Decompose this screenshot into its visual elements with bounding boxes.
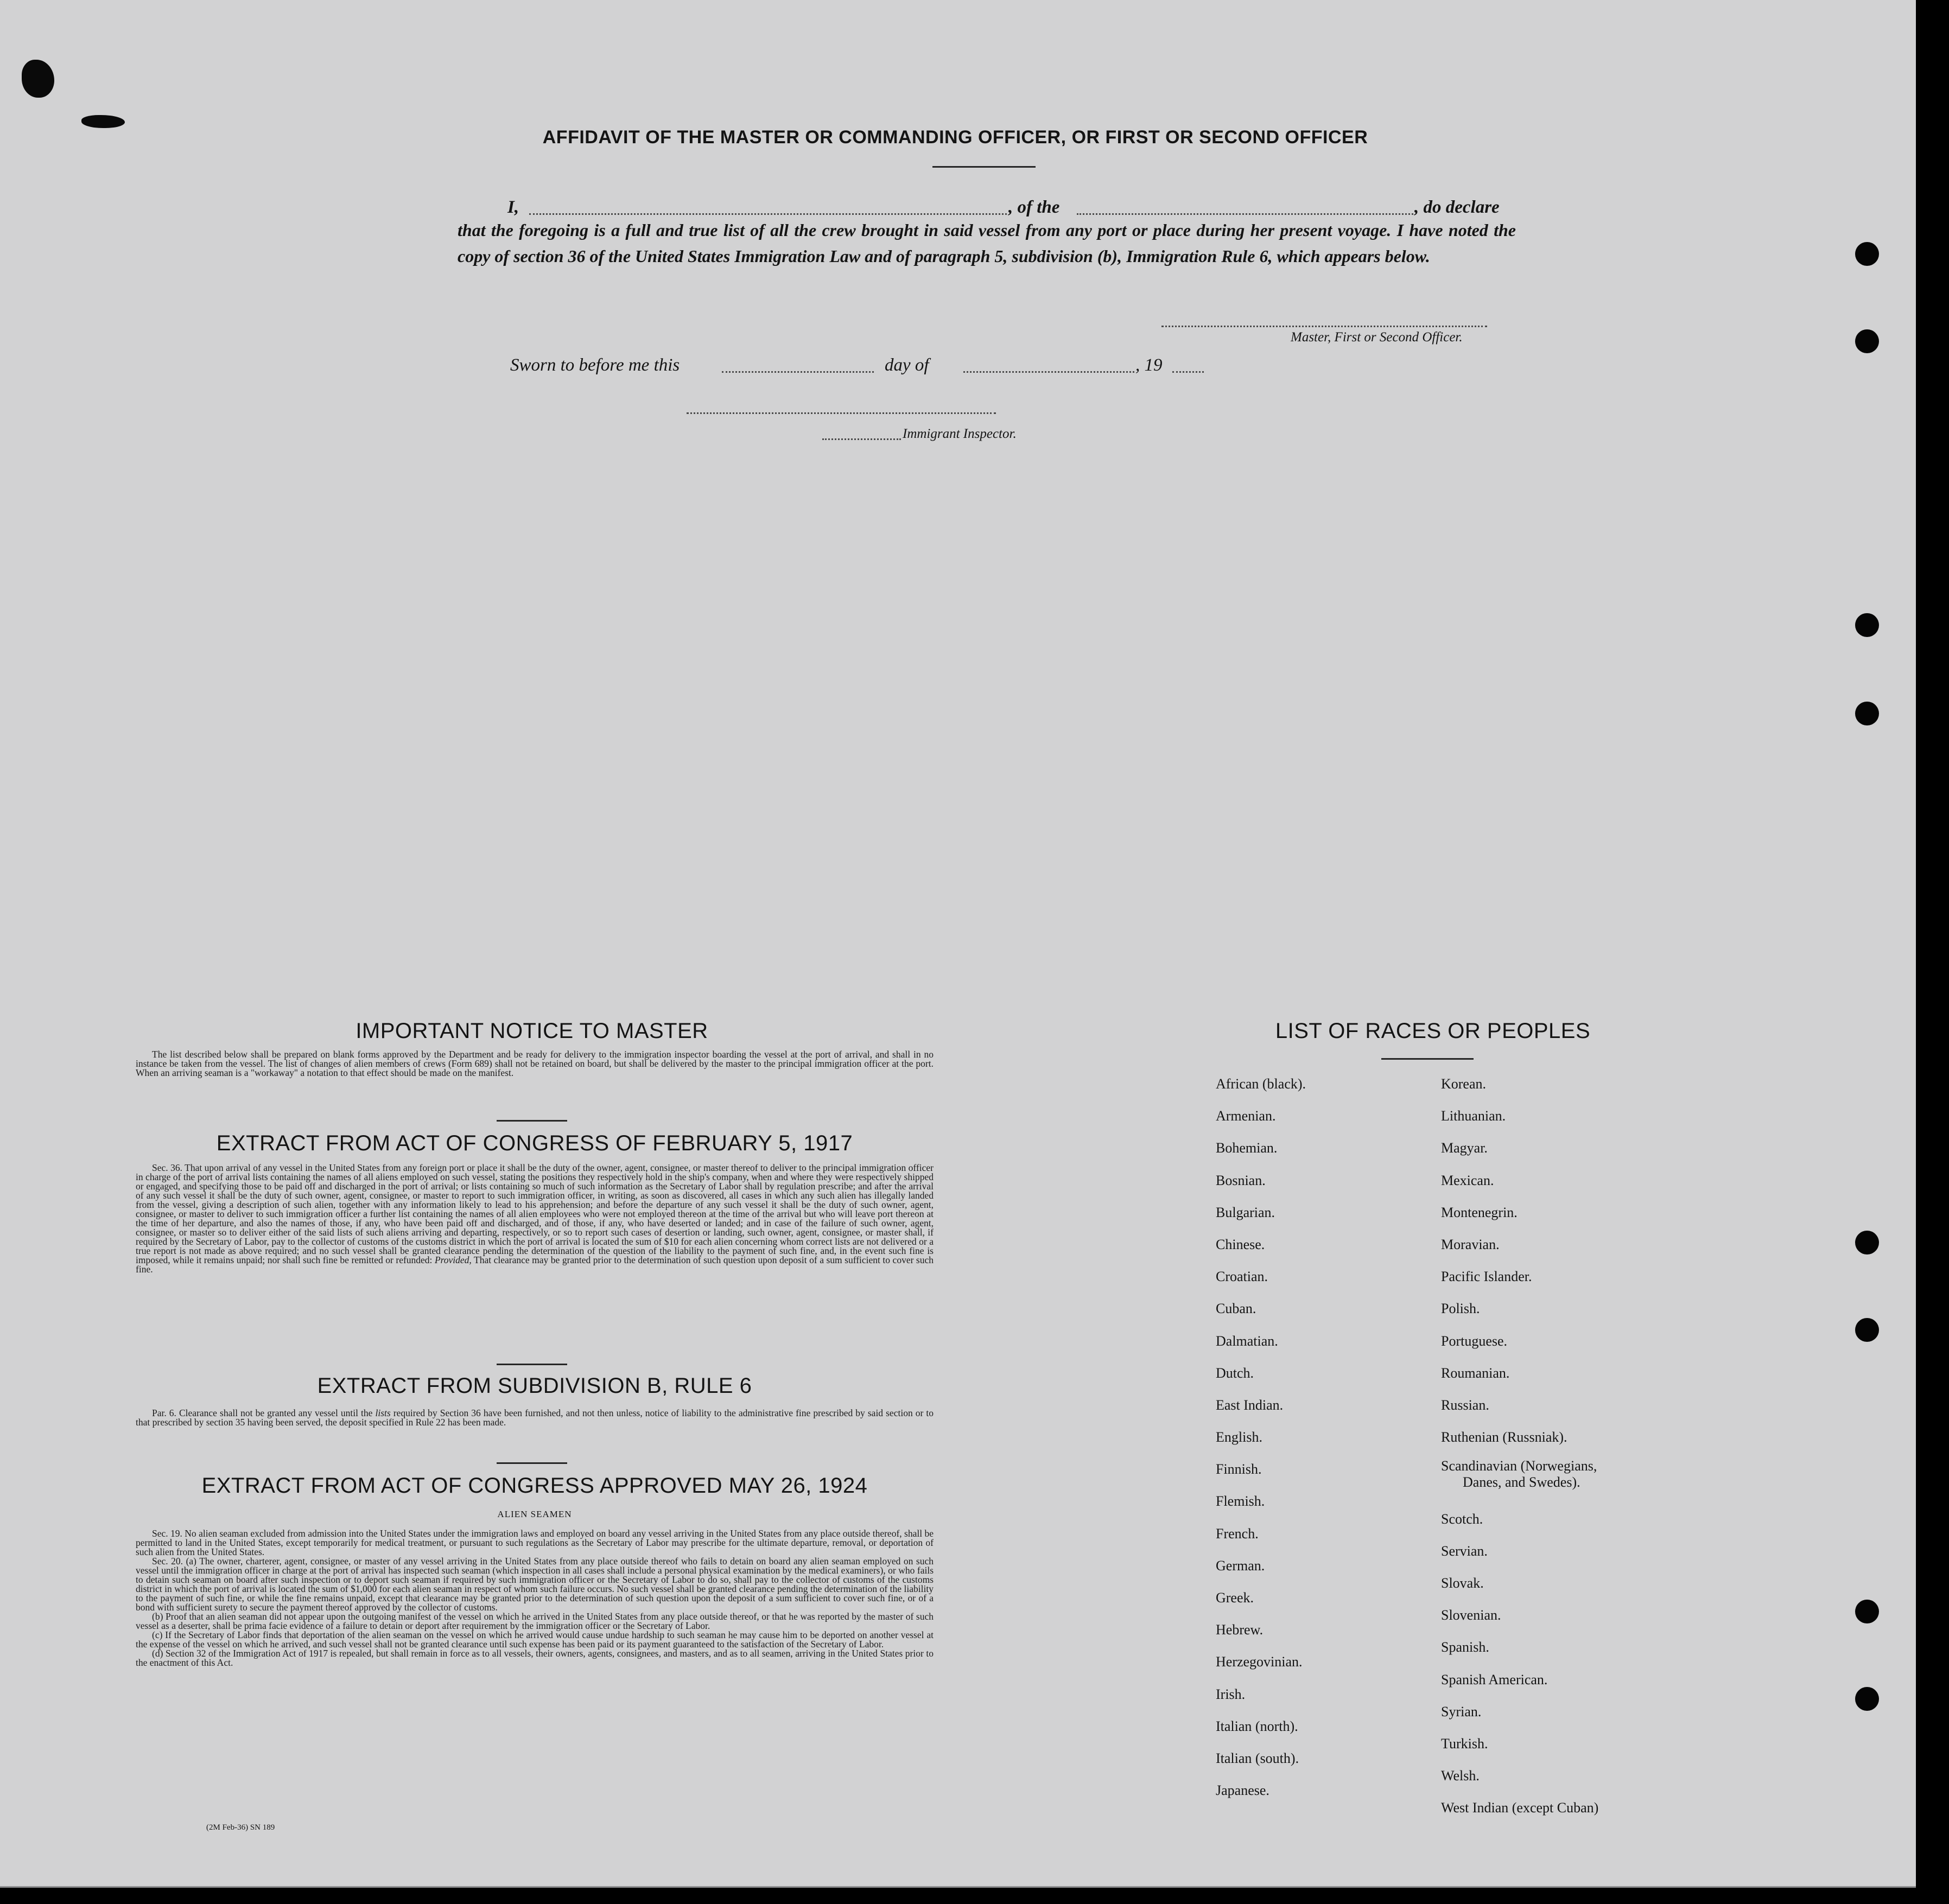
punch-hole (1855, 613, 1879, 637)
races-heading: LIST OF RACES OR PEOPLES (1275, 1019, 1591, 1043)
divider (497, 1462, 567, 1464)
sworn-day-of-label: day of (885, 355, 929, 375)
notice-body (136, 1050, 934, 1078)
race-item: Finnish. (1216, 1461, 1262, 1478)
race-item: Italian (north). (1216, 1718, 1298, 1734)
affidavit-body: that the foregoing is a full and true list of all the crew brought in said vessel from any port or place during her present voyage. I have noted the copy of section 36 of the United States Immigration Law and of paragraph 5, subdivision (b), Immigration Rule 6, which appears below. (458, 220, 1516, 266)
races-left-column (1216, 1068, 1444, 1806)
race-item: Japanese. (1216, 1782, 1269, 1799)
race-item: Polish. (1441, 1301, 1480, 1317)
notice-heading: IMPORTANT NOTICE TO MASTER (355, 1019, 708, 1043)
race-item: Scandinavian (Norwegians, (1441, 1458, 1597, 1474)
punch-hole (1855, 1231, 1879, 1255)
inspector-signature-field[interactable] (687, 412, 996, 414)
declarant-pronoun: I, (507, 198, 519, 217)
rule6-text (136, 1409, 934, 1427)
extract-1924-body (136, 1529, 934, 1667)
proviso-text: That clearance may be granted prior to the determination of such question upon deposit of a sum sufficient to cover such fine. (136, 1255, 934, 1275)
race-item: Herzegovinian. (1216, 1654, 1303, 1670)
divider (497, 1120, 567, 1122)
extract-1917-heading: EXTRACT FROM ACT OF CONGRESS OF FEBRUARY 5, 1917 (216, 1131, 853, 1155)
race-item: Scotch. (1441, 1511, 1483, 1527)
rule6-body (136, 1409, 934, 1427)
race-item: Spanish American. (1441, 1671, 1548, 1688)
sec20c-text: (c) If the Secretary of Labor finds that deportation of the alien seaman on the vessel on which he arrived would cause undue hardship to such seaman he may cause him to be deported on another vessel at the expense of the vessel on which he arrived, and such vessel shall not be granted clearance until such expense has been paid or its payment guaranteed to the satisfaction of the Secretary of Labor. (136, 1629, 934, 1650)
sworn-month-field[interactable] (963, 371, 1134, 373)
title-rule (932, 166, 1036, 168)
sworn-day-field[interactable] (722, 371, 874, 373)
affidavit-title: AFFIDAVIT OF THE MASTER OR COMMANDING OFFICER, OR FIRST OR SECOND OFFICER (542, 127, 1368, 148)
sec36-label: Sec. 36. (152, 1162, 182, 1173)
race-item: West Indian (except Cuban) (1441, 1800, 1599, 1816)
race-item: Welsh. (1441, 1768, 1480, 1784)
race-item: Danes, and Swedes). (1463, 1474, 1580, 1491)
race-item: Dalmatian. (1216, 1333, 1278, 1349)
sec20d-text: (d) Section 32 of the Immigration Act of 1917 is repealed, but shall remain in force as to all vessels, their owners, agents, consignees, and masters, and as to all seamen, arriving in the United States prior to the enactment of this Act. (136, 1648, 934, 1668)
form-code: (2M Feb-36) SN 189 (206, 1823, 275, 1832)
notice-text: The list described below shall be prepared on blank forms approved by the Department and be ready for delivery to the immigration inspector boarding the vessel at the port of arrival, and shall in no instance be taken from the vessel. The list of changes of alien members of crews (Form 689) shall not be retained on board, but shall be delivered by the master to the principal immigration officer at the port. When an arriving seaman is a "workaway" a notation to that effect should be made on the manifest. (136, 1049, 934, 1078)
race-item: Moravian. (1441, 1236, 1500, 1252)
rule6-start: Par. 6. Clearance shall not be granted any vessel until the (152, 1408, 373, 1418)
race-item: Armenian. (1216, 1108, 1276, 1124)
of-the-label: , of the (1008, 198, 1060, 217)
race-item: French. (1216, 1525, 1259, 1542)
proviso-word: Provided, (434, 1255, 472, 1265)
declarant-name-field[interactable] (529, 213, 1007, 215)
punch-hole (1855, 702, 1879, 725)
punch-hole (1855, 1318, 1879, 1342)
race-item: Dutch. (1216, 1365, 1254, 1381)
race-item: Russian. (1441, 1397, 1489, 1413)
race-item: Korean. (1441, 1076, 1487, 1092)
sec19-text: Sec. 19. No alien seaman excluded from admission into the United States under the immigration laws and employed on board any vessel arriving in the United States from any place outside thereof, shall be permitted to land in the United States, except temporarily for medical treatment, or pursuant to such regulations as the Secretary of Labor may prescribe for the ultimate departure, removal, or deportation of such alien from the United States. (136, 1528, 934, 1557)
race-item: Hebrew. (1216, 1622, 1264, 1638)
ink-blot (81, 115, 125, 128)
race-item: Bohemian. (1216, 1140, 1278, 1156)
race-item: English. (1216, 1429, 1262, 1445)
race-item: Magyar. (1441, 1140, 1488, 1156)
race-item: East Indian. (1216, 1397, 1284, 1413)
race-item: Montenegrin. (1441, 1204, 1518, 1220)
race-item: Syrian. (1441, 1703, 1482, 1720)
race-item: Roumanian. (1441, 1365, 1510, 1381)
inspector-label: Immigrant Inspector. (903, 426, 1017, 441)
alien-seamen-subheading: ALIEN SEAMEN (497, 1509, 572, 1519)
race-item: Turkish. (1441, 1735, 1488, 1752)
punch-hole (1855, 329, 1879, 353)
sec36-text (136, 1163, 934, 1274)
race-item: Bulgarian. (1216, 1204, 1275, 1220)
inspector-name-field[interactable] (822, 438, 901, 440)
race-item: Slovenian. (1441, 1607, 1501, 1623)
race-item: Flemish. (1216, 1493, 1265, 1510)
sworn-year-label: , 19 (1135, 355, 1163, 375)
punch-hole (1855, 1600, 1879, 1623)
punch-hole (1855, 1687, 1879, 1711)
race-item: Irish. (1216, 1686, 1246, 1702)
master-signature-field[interactable] (1161, 326, 1487, 327)
extract-1924-heading: EXTRACT FROM ACT OF CONGRESS APPROVED MAY 26, 1924 (201, 1474, 868, 1498)
race-item: Greek. (1216, 1590, 1254, 1606)
do-declare-label: , do declare (1414, 198, 1500, 217)
sec20a-text: Sec. 20. (a) The owner, charterer, agent, consignee, or master of any vessel arriving in the United States from any place outside thereof who fails to detain on board any alien seaman employed on such vessel until the immigration officer in charge at the port of arrival has inspected such seaman (which inspection in all cases shall include a personal physical examination by the medical examiners), or who fails to detain such seaman on board after such inspection or to deport such seaman if required by such immigration officer or the Secretary of Labor to do so, shall pay to the collector of customs of the customs district in which the port of arrival is located the sum of $1,000 for each alien seaman in respect of whom such failure occurs. No such vessel shall be granted clearance pending the determination of the liability to the payment of such fine, or while the fine remains unpaid, except that clearance may be granted prior to the determination of such question upon the deposit of a sum sufficient to cover such fine, or of a bond with sufficient surety to secure the payment thereof approved by the collector of customs. (136, 1556, 934, 1613)
race-item: Chinese. (1216, 1236, 1265, 1252)
race-item: Pacific Islander. (1441, 1269, 1532, 1285)
race-item: Lithuanian. (1441, 1108, 1506, 1124)
lists-word: lists (375, 1408, 391, 1418)
rule6-heading: EXTRACT FROM SUBDIVISION B, RULE 6 (317, 1374, 752, 1398)
race-item: Slovak. (1441, 1575, 1484, 1591)
race-item: Bosnian. (1216, 1172, 1266, 1188)
sworn-year-field[interactable] (1172, 371, 1204, 373)
sec20b-text: (b) Proof that an alien seaman did not appear upon the outgoing manifest of the vessel on which he arrived in the United States from any place outside thereof, or that he was reported by the master of such vessel as a deserter, shall be prima facie evidence of a failure to detain or deport after requirement by the immigration officer or the Secretary of Labor. (136, 1611, 934, 1631)
race-item: Servian. (1441, 1543, 1488, 1559)
race-item: Portuguese. (1441, 1333, 1508, 1349)
divider (1381, 1058, 1474, 1060)
rule6-end: required by Section 36 have been furnished, and not then unless, notice of liability to the administrative fine prescribed by said section or to that prescribed by section 35 having been served, the deposit specified in Rule 22 has been made. (136, 1408, 934, 1428)
race-item: African (black). (1216, 1076, 1306, 1092)
extract-1917-body (136, 1163, 934, 1274)
ink-blot (22, 60, 54, 98)
race-item: Italian (south). (1216, 1750, 1299, 1766)
divider (497, 1364, 567, 1365)
race-item: Spanish. (1441, 1639, 1489, 1655)
master-signature-label: Master, First or Second Officer. (1291, 330, 1463, 345)
races-right-column (1441, 1068, 1669, 1824)
sec36-body: That upon arrival of any vessel in the United States from any foreign port or place it shall be the duty of the owner, agent, consignee, or master thereof to deliver to the principal immigration officer in charge of the port of arrival lists containing the names of all aliens employed on such vessel, stating the positions they respectively hold in the ship's company, when and where they were respectively shipped or engaged, and specifying those to be paid off and discharged in the port of arrival; or lists containing so much of such information as the Secretary of Labor shall by regulation prescribe; and after the arrival of any such vessel it shall be the duty of such owner, agent, consignee, or master to report to such immigration officer, in writing, as soon as discovered, all cases in which any such alien has illegally landed from the vessel, giving a description of such alien, together with any information likely to lead to his apprehension; and before the departure of any such vessel it shall be the duty of such owner, agent, consignee, or master to deliver to such immigration officer a further list containing the names of all alien employees who were not employed thereon at the time of the arrival but who will leave port thereon at the time of her departure, and also the names of those, if any, who have been paid off and discharged, and of those, if any, who have deserted or landed; and in case of the failure of such owner, agent, consignee, or master so to deliver either of the said lists of such aliens arriving and departing, respectively, or so to report such cases of desertion or landing, such owner, agent, consignee, or master shall, if required by the Secretary of Labor, pay to the collector of customs of the customs district in which the port of arrival is located the sum of $10 for each alien concerning whom correct lists are not delivered or a true report is not made as above required; and no such vessel shall be granted clearance pending the determination of the question of the liability to the payment of such fine, and, in the event such fine is imposed, while it remains unpaid; nor shall such fine be remitted or refunded: (136, 1162, 934, 1265)
race-item: Croatian. (1216, 1269, 1268, 1285)
race-item: German. (1216, 1557, 1265, 1574)
race-item: Ruthenian (Russniak). (1441, 1429, 1567, 1445)
vessel-name-field[interactable] (1077, 213, 1413, 215)
race-item: Mexican. (1441, 1172, 1494, 1188)
sworn-prefix: Sworn to before me this (510, 355, 680, 375)
race-item: Cuban. (1216, 1301, 1256, 1317)
punch-hole (1855, 242, 1879, 266)
